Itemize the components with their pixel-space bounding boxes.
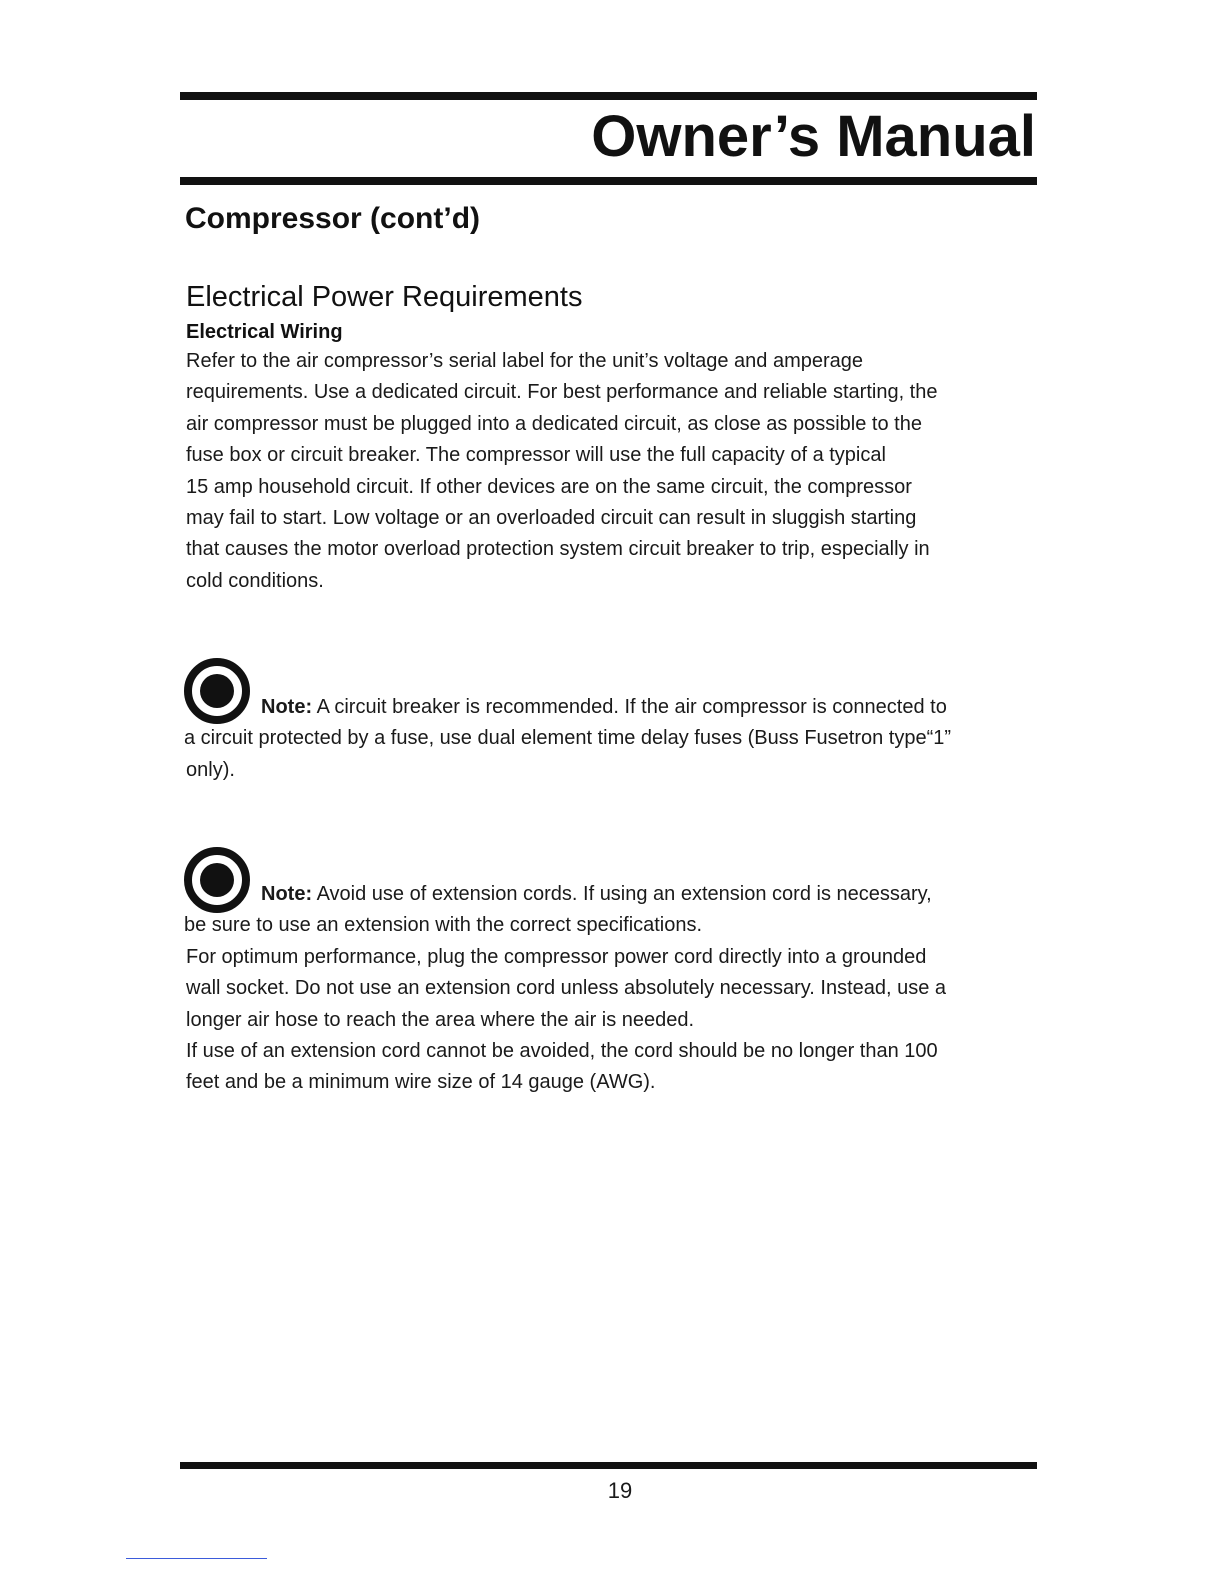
paragraph-line: 15 amp household circuit. If other devices are on the same circuit, the compressor xyxy=(186,475,912,498)
note-first-line xyxy=(186,879,1046,910)
page-number: 19 xyxy=(607,1478,633,1503)
paragraph-line: that causes the motor overload protection system circuit breaker to trip, especially in xyxy=(186,538,930,561)
note-line: only). xyxy=(186,758,235,781)
note-first-line xyxy=(186,692,1046,723)
footnote-rule xyxy=(126,1558,267,1559)
document-title: Owner’s Manual xyxy=(591,104,1036,169)
note-label: Note: xyxy=(261,883,313,905)
section-heading: Compressor (cont’d) xyxy=(185,202,481,235)
header-top-rule xyxy=(180,92,1037,100)
paragraph-line: requirements. Use a dedicated circuit. For best performance and reliable starting, the xyxy=(186,381,938,404)
note-line: If use of an extension cord cannot be avoided, the cord should be no longer than 100 xyxy=(186,1040,938,1063)
note-label: Note: xyxy=(261,696,313,718)
note-text: A circuit breaker is recommended. If the air compressor is connected to xyxy=(312,696,947,718)
paragraph-line: Refer to the air compressor’s serial label for the unit’s voltage and amperage xyxy=(186,350,864,372)
paragraph-line: cold conditions. xyxy=(186,569,324,592)
note-breaker xyxy=(186,692,1046,786)
footer-rule xyxy=(180,1462,1037,1469)
note-line: For optimum performance, plug the compressor power cord directly into a grounded xyxy=(186,945,927,968)
note-line: a circuit protected by a fuse, use dual element time delay fuses (Buss Fusetron type“1” xyxy=(184,727,952,750)
electrical-wiring-paragraph xyxy=(186,346,1046,597)
paragraph-line: air compressor must be plugged into a dedicated circuit, as close as possible to the xyxy=(186,412,922,435)
subsection-heading: Electrical Power Requirements xyxy=(186,281,583,313)
note-extension-cords xyxy=(186,879,1046,1099)
paragraph-line: may fail to start. Low voltage or an overloaded circuit can result in sluggish starting xyxy=(186,507,917,530)
paragraph-line: fuse box or circuit breaker. The compressor will use the full capacity of a typical xyxy=(186,444,886,467)
note-line: be sure to use an extension with the correct specifications. xyxy=(184,914,703,937)
note-line: longer air hose to reach the area where the air is needed. xyxy=(186,1008,695,1031)
note-line: feet and be a minimum wire size of 14 gauge (AWG). xyxy=(186,1071,656,1094)
header-bottom-rule xyxy=(180,177,1037,185)
note-text: Avoid use of extension cords. If using an extension cord is necessary, xyxy=(312,883,932,905)
note-line: wall socket. Do not use an extension cord unless absolutely necessary. Instead, use a xyxy=(186,977,947,1000)
electrical-wiring-heading: Electrical Wiring xyxy=(186,321,343,343)
